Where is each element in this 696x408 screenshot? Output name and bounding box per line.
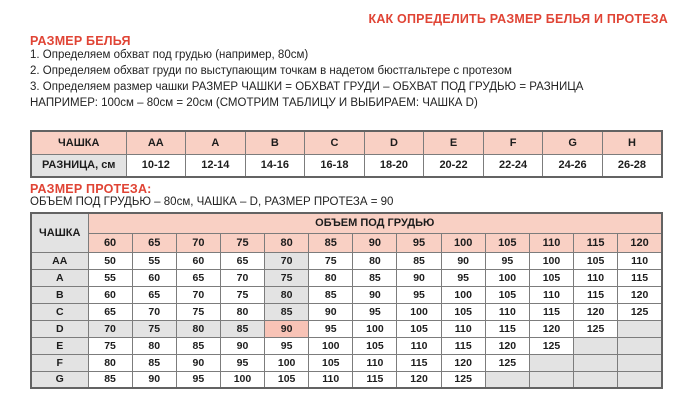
size-cell-B-95: 95: [397, 286, 441, 303]
empty-cell-G-105: [485, 371, 529, 388]
size-cell-B-90: 90: [353, 286, 397, 303]
size-cell-A-85: 80: [309, 269, 353, 286]
size-cell-AA-70: 60: [176, 252, 220, 269]
size-cell-C-120: 125: [618, 303, 662, 320]
size-row-B: [31, 286, 662, 303]
size-row-F: [31, 354, 662, 371]
band-span-header: ОБЪЕМ ПОД ГРУДЬЮ: [88, 213, 662, 233]
size-cell-AA-120: 110: [618, 252, 662, 269]
size-cell-C-70: 75: [176, 303, 220, 320]
empty-cell-E-120: [618, 337, 662, 354]
size-cell-F-60: 80: [88, 354, 132, 371]
size-row-AA: [31, 252, 662, 269]
size-cell-E-95: 110: [397, 337, 441, 354]
size-cell-D-90: 100: [353, 320, 397, 337]
empty-cell-F-115: [574, 354, 618, 371]
size-cell-G-65: 90: [132, 371, 176, 388]
cup-column-E: E: [424, 131, 484, 154]
size-row-E: [31, 337, 662, 354]
size-cell-G-85: 110: [309, 371, 353, 388]
difference-E: 20-22: [424, 154, 484, 177]
cup-column-B: B: [245, 131, 305, 154]
size-cell-AA-100: 90: [441, 252, 485, 269]
size-cell-D-65: 75: [132, 320, 176, 337]
size-row-A: [31, 269, 662, 286]
difference-H: 26-28: [602, 154, 662, 177]
difference-A: 12-14: [186, 154, 246, 177]
size-cell-AA-95: 85: [397, 252, 441, 269]
size-row-G: [31, 371, 662, 388]
size-cell-G-60: 85: [88, 371, 132, 388]
difference-D: 18-20: [364, 154, 424, 177]
instruction-step-2: 2. Определяем обхват груди по выступающим точкам в надетом бюстгальтере с протезом: [30, 65, 512, 77]
size-cell-AA-105: 95: [485, 252, 529, 269]
size-cell-B-70: 70: [176, 286, 220, 303]
size-row-label-E: E: [31, 337, 88, 354]
size-cell-AA-75: 65: [220, 252, 264, 269]
size-cell-F-75: 95: [220, 354, 264, 371]
size-cell-B-115: 115: [574, 286, 618, 303]
size-cell-E-100: 115: [441, 337, 485, 354]
size-cell-E-75: 90: [220, 337, 264, 354]
band-column-70: 70: [176, 233, 220, 252]
cup-column-F: F: [483, 131, 543, 154]
size-cell-D-105: 115: [485, 320, 529, 337]
difference-F: 22-24: [483, 154, 543, 177]
difference-C: 16-18: [305, 154, 365, 177]
size-cell-A-80: 75: [265, 269, 309, 286]
size-cell-C-60: 65: [88, 303, 132, 320]
cup-column-AA: AA: [126, 131, 186, 154]
size-cell-A-120: 115: [618, 269, 662, 286]
size-cell-F-80: 100: [265, 354, 309, 371]
empty-cell-G-110: [529, 371, 573, 388]
size-cell-D-100: 110: [441, 320, 485, 337]
size-cell-G-100: 125: [441, 371, 485, 388]
size-cell-B-105: 105: [485, 286, 529, 303]
size-cell-C-95: 100: [397, 303, 441, 320]
size-cell-A-65: 60: [132, 269, 176, 286]
empty-cell-F-110: [529, 354, 573, 371]
size-cell-B-75: 75: [220, 286, 264, 303]
size-cell-D-75: 85: [220, 320, 264, 337]
size-cell-C-100: 105: [441, 303, 485, 320]
page-title: КАК ОПРЕДЕЛИТЬ РАЗМЕР БЕЛЬЯ И ПРОТЕЗА: [368, 12, 668, 26]
size-cell-AA-60: 50: [88, 252, 132, 269]
instruction-example: НАПРИМЕР: 100см – 80см = 20см (СМОТРИМ ТАБЛИЦУ И ВЫБИРАЕМ: ЧАШКА D): [30, 97, 478, 109]
cup-column-C: C: [305, 131, 365, 154]
size-cell-C-105: 110: [485, 303, 529, 320]
difference-row-label: РАЗНИЦА, см: [31, 154, 126, 177]
band-column-60: 60: [88, 233, 132, 252]
difference-B: 14-16: [245, 154, 305, 177]
size-cell-A-70: 65: [176, 269, 220, 286]
cup-table-corner: ЧАШКА: [31, 131, 126, 154]
size-row-label-AA: AA: [31, 252, 88, 269]
size-cell-A-115: 110: [574, 269, 618, 286]
size-cell-F-95: 115: [397, 354, 441, 371]
size-row-label-B: B: [31, 286, 88, 303]
size-cell-F-65: 85: [132, 354, 176, 371]
empty-cell-D-120: [618, 320, 662, 337]
size-cell-E-65: 80: [132, 337, 176, 354]
band-column-95: 95: [397, 233, 441, 252]
underwear-section-heading: РАЗМЕР БЕЛЬЯ: [30, 34, 131, 48]
cup-column-H: H: [602, 131, 662, 154]
empty-cell-G-115: [574, 371, 618, 388]
cup-column-D: D: [364, 131, 424, 154]
size-cell-D-85: 95: [309, 320, 353, 337]
size-cell-D-110: 120: [529, 320, 573, 337]
size-cell-AA-115: 105: [574, 252, 618, 269]
size-cell-A-95: 90: [397, 269, 441, 286]
cup-column-G: G: [543, 131, 603, 154]
size-cell-F-90: 110: [353, 354, 397, 371]
size-cell-F-100: 120: [441, 354, 485, 371]
band-column-90: 90: [353, 233, 397, 252]
difference-G: 24-26: [543, 154, 603, 177]
band-column-100: 100: [441, 233, 485, 252]
prosthesis-example-line: ОБЪЕМ ПОД ГРУДЬЮ – 80см, ЧАШКА – D, РАЗМЕР ПРОТЕЗА = 90: [30, 196, 394, 208]
size-cell-C-110: 115: [529, 303, 573, 320]
size-cell-C-75: 80: [220, 303, 264, 320]
instruction-step-1: 1. Определяем обхват под грудью (например, 80см): [30, 49, 309, 61]
size-cell-AA-80: 70: [265, 252, 309, 269]
size-cell-C-115: 120: [574, 303, 618, 320]
size-cell-F-105: 125: [485, 354, 529, 371]
size-row-D: [31, 320, 662, 337]
cup-difference-table: [30, 130, 663, 178]
instruction-step-3: 3. Определяем размер чашки РАЗМЕР ЧАШКИ = ОБХВАТ ГРУДИ – ОБХВАТ ПОД ГРУДЬЮ = РАЗНИЦА: [30, 81, 584, 93]
size-cell-E-80: 95: [265, 337, 309, 354]
size-cell-C-65: 70: [132, 303, 176, 320]
band-column-110: 110: [529, 233, 573, 252]
size-cell-E-90: 105: [353, 337, 397, 354]
size-cell-B-65: 65: [132, 286, 176, 303]
size-cell-E-110: 125: [529, 337, 573, 354]
size-cell-D-70: 80: [176, 320, 220, 337]
size-cell-D-95: 105: [397, 320, 441, 337]
size-cell-A-100: 95: [441, 269, 485, 286]
size-cell-G-75: 100: [220, 371, 264, 388]
size-row-label-D: D: [31, 320, 88, 337]
size-cell-AA-90: 80: [353, 252, 397, 269]
cup-table-body: [31, 154, 662, 177]
empty-cell-F-120: [618, 354, 662, 371]
size-cell-E-85: 100: [309, 337, 353, 354]
size-cell-B-85: 85: [309, 286, 353, 303]
size-table-corner: ЧАШКА: [31, 213, 88, 252]
prosthesis-section-heading: РАЗМЕР ПРОТЕЗА:: [30, 182, 152, 196]
size-cell-D-80: 90: [265, 320, 309, 337]
size-row-label-C: C: [31, 303, 88, 320]
size-cell-A-110: 105: [529, 269, 573, 286]
prosthesis-size-table: [30, 212, 663, 389]
size-row-C: [31, 303, 662, 320]
size-table-header: [31, 213, 662, 252]
size-cell-G-90: 115: [353, 371, 397, 388]
size-row-label-F: F: [31, 354, 88, 371]
difference-row: [31, 154, 662, 177]
instructions-list: [30, 47, 583, 111]
size-cell-F-85: 105: [309, 354, 353, 371]
cup-table-header: [31, 131, 662, 154]
band-column-75: 75: [220, 233, 264, 252]
size-cell-E-70: 85: [176, 337, 220, 354]
size-table-body: [31, 252, 662, 388]
empty-cell-G-120: [618, 371, 662, 388]
size-cell-G-80: 105: [265, 371, 309, 388]
size-cell-AA-110: 100: [529, 252, 573, 269]
band-column-105: 105: [485, 233, 529, 252]
size-cell-G-70: 95: [176, 371, 220, 388]
size-cell-B-110: 110: [529, 286, 573, 303]
size-row-label-G: G: [31, 371, 88, 388]
size-cell-G-95: 120: [397, 371, 441, 388]
size-cell-A-90: 85: [353, 269, 397, 286]
size-cell-A-60: 55: [88, 269, 132, 286]
size-row-label-A: A: [31, 269, 88, 286]
size-cell-D-115: 125: [574, 320, 618, 337]
empty-cell-E-115: [574, 337, 618, 354]
size-cell-D-60: 70: [88, 320, 132, 337]
cup-column-A: A: [186, 131, 246, 154]
band-column-85: 85: [309, 233, 353, 252]
size-cell-B-60: 60: [88, 286, 132, 303]
band-column-80: 80: [265, 233, 309, 252]
size-cell-C-90: 95: [353, 303, 397, 320]
size-cell-AA-65: 55: [132, 252, 176, 269]
band-column-65: 65: [132, 233, 176, 252]
size-cell-C-85: 90: [309, 303, 353, 320]
size-cell-AA-85: 75: [309, 252, 353, 269]
size-cell-B-100: 100: [441, 286, 485, 303]
size-cell-F-70: 90: [176, 354, 220, 371]
band-column-120: 120: [618, 233, 662, 252]
difference-AA: 10-12: [126, 154, 186, 177]
size-cell-A-105: 100: [485, 269, 529, 286]
band-column-115: 115: [574, 233, 618, 252]
size-cell-A-75: 70: [220, 269, 264, 286]
size-cell-E-105: 120: [485, 337, 529, 354]
size-cell-E-60: 75: [88, 337, 132, 354]
size-cell-C-80: 85: [265, 303, 309, 320]
size-cell-B-120: 120: [618, 286, 662, 303]
size-cell-B-80: 80: [265, 286, 309, 303]
